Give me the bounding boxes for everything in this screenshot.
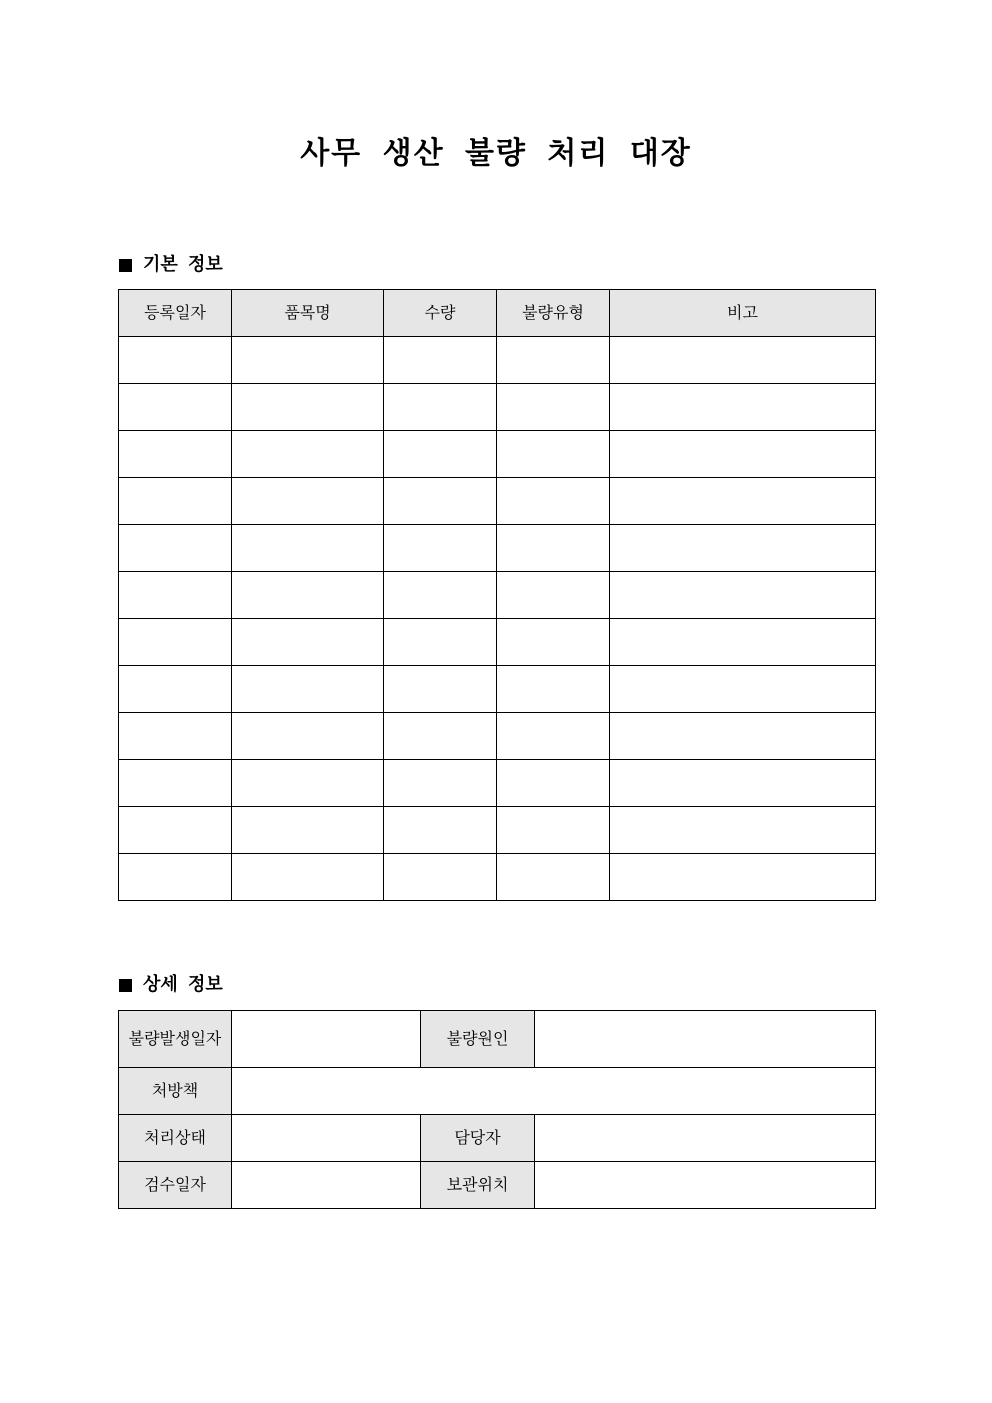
table-cell[interactable]: [384, 337, 497, 384]
column-header: 불량유형: [497, 290, 610, 337]
table-cell[interactable]: [384, 478, 497, 525]
table-cell[interactable]: [384, 619, 497, 666]
table-cell[interactable]: [119, 619, 232, 666]
table-cell[interactable]: [384, 854, 497, 901]
column-header: 비고: [610, 290, 876, 337]
table-cell[interactable]: [119, 337, 232, 384]
table-cell[interactable]: [610, 666, 876, 713]
table-cell[interactable]: [384, 525, 497, 572]
defect-date-field[interactable]: [232, 1011, 421, 1068]
column-header: 등록일자: [119, 290, 232, 337]
table-cell[interactable]: [497, 384, 610, 431]
table-cell[interactable]: [497, 619, 610, 666]
table-cell[interactable]: [119, 525, 232, 572]
table-cell[interactable]: [610, 854, 876, 901]
detail-info-heading-text: 상세 정보: [143, 974, 223, 995]
table-cell[interactable]: [610, 760, 876, 807]
table-cell[interactable]: [232, 525, 384, 572]
table-cell[interactable]: [497, 713, 610, 760]
manager-field[interactable]: [535, 1115, 876, 1162]
table-cell[interactable]: [232, 431, 384, 478]
table-cell[interactable]: [610, 619, 876, 666]
defect-cause-label: 불량원인: [421, 1011, 535, 1068]
detail-row: [119, 1068, 876, 1115]
column-header: 품목명: [232, 290, 384, 337]
table-cell[interactable]: [497, 854, 610, 901]
table-row: [119, 760, 876, 807]
status-field[interactable]: [232, 1115, 421, 1162]
table-cell[interactable]: [119, 431, 232, 478]
defect-date-label: 불량발생일자: [119, 1011, 232, 1068]
detail-row: [119, 1115, 876, 1162]
manager-label: 담당자: [421, 1115, 535, 1162]
table-cell[interactable]: [497, 431, 610, 478]
table-cell[interactable]: [610, 337, 876, 384]
table-cell[interactable]: [610, 478, 876, 525]
table-row: [119, 384, 876, 431]
table-cell[interactable]: [610, 807, 876, 854]
remedy-field[interactable]: [232, 1068, 876, 1115]
table-cell[interactable]: [119, 478, 232, 525]
table-row: [119, 572, 876, 619]
basic-info-table: [118, 289, 876, 901]
table-cell[interactable]: [610, 384, 876, 431]
table-row: [119, 431, 876, 478]
table-cell[interactable]: [232, 807, 384, 854]
table-cell[interactable]: [232, 760, 384, 807]
status-label: 처리상태: [119, 1115, 232, 1162]
table-cell[interactable]: [384, 572, 497, 619]
storage-location-field[interactable]: [535, 1162, 876, 1209]
black-square-icon: [119, 979, 132, 992]
table-cell[interactable]: [119, 666, 232, 713]
table-cell[interactable]: [497, 478, 610, 525]
detail-info-table: [118, 1010, 876, 1209]
table-cell[interactable]: [384, 666, 497, 713]
table-cell[interactable]: [232, 572, 384, 619]
table-row: [119, 337, 876, 384]
table-cell[interactable]: [497, 337, 610, 384]
table-row: [119, 478, 876, 525]
remedy-label: 처방책: [119, 1068, 232, 1115]
table-row: [119, 854, 876, 901]
table-row: [119, 525, 876, 572]
table-row: [119, 713, 876, 760]
inspection-date-field[interactable]: [232, 1162, 421, 1209]
table-cell[interactable]: [384, 807, 497, 854]
basic-info-heading-text: 기본 정보: [143, 254, 223, 275]
basic-info-heading: [119, 253, 223, 277]
detail-info-heading: [119, 973, 223, 997]
detail-row: [119, 1162, 876, 1209]
table-cell[interactable]: [232, 666, 384, 713]
table-cell[interactable]: [232, 478, 384, 525]
table-row: [119, 666, 876, 713]
table-cell[interactable]: [497, 525, 610, 572]
table-cell[interactable]: [497, 760, 610, 807]
table-cell[interactable]: [119, 854, 232, 901]
table-cell[interactable]: [232, 384, 384, 431]
table-cell[interactable]: [610, 431, 876, 478]
detail-row: [119, 1011, 876, 1068]
table-cell[interactable]: [610, 525, 876, 572]
table-cell[interactable]: [119, 384, 232, 431]
table-cell[interactable]: [497, 807, 610, 854]
table-cell[interactable]: [610, 572, 876, 619]
table-cell[interactable]: [232, 854, 384, 901]
table-cell[interactable]: [119, 760, 232, 807]
column-header: 수량: [384, 290, 497, 337]
table-header-row: [119, 290, 876, 337]
table-cell[interactable]: [384, 384, 497, 431]
inspection-date-label: 검수일자: [119, 1162, 232, 1209]
document-title: 사무 생산 불량 처리 대장: [300, 136, 692, 171]
table-cell[interactable]: [610, 713, 876, 760]
table-row: [119, 807, 876, 854]
table-cell[interactable]: [119, 572, 232, 619]
table-cell[interactable]: [119, 807, 232, 854]
storage-location-label: 보관위치: [421, 1162, 535, 1209]
table-cell[interactable]: [232, 713, 384, 760]
table-cell[interactable]: [497, 572, 610, 619]
table-cell[interactable]: [384, 431, 497, 478]
table-cell[interactable]: [232, 337, 384, 384]
black-square-icon: [119, 259, 132, 272]
table-cell[interactable]: [119, 713, 232, 760]
table-cell[interactable]: [232, 619, 384, 666]
defect-cause-field[interactable]: [535, 1011, 876, 1068]
table-cell[interactable]: [497, 666, 610, 713]
table-cell[interactable]: [384, 713, 497, 760]
table-row: [119, 619, 876, 666]
table-cell[interactable]: [384, 760, 497, 807]
